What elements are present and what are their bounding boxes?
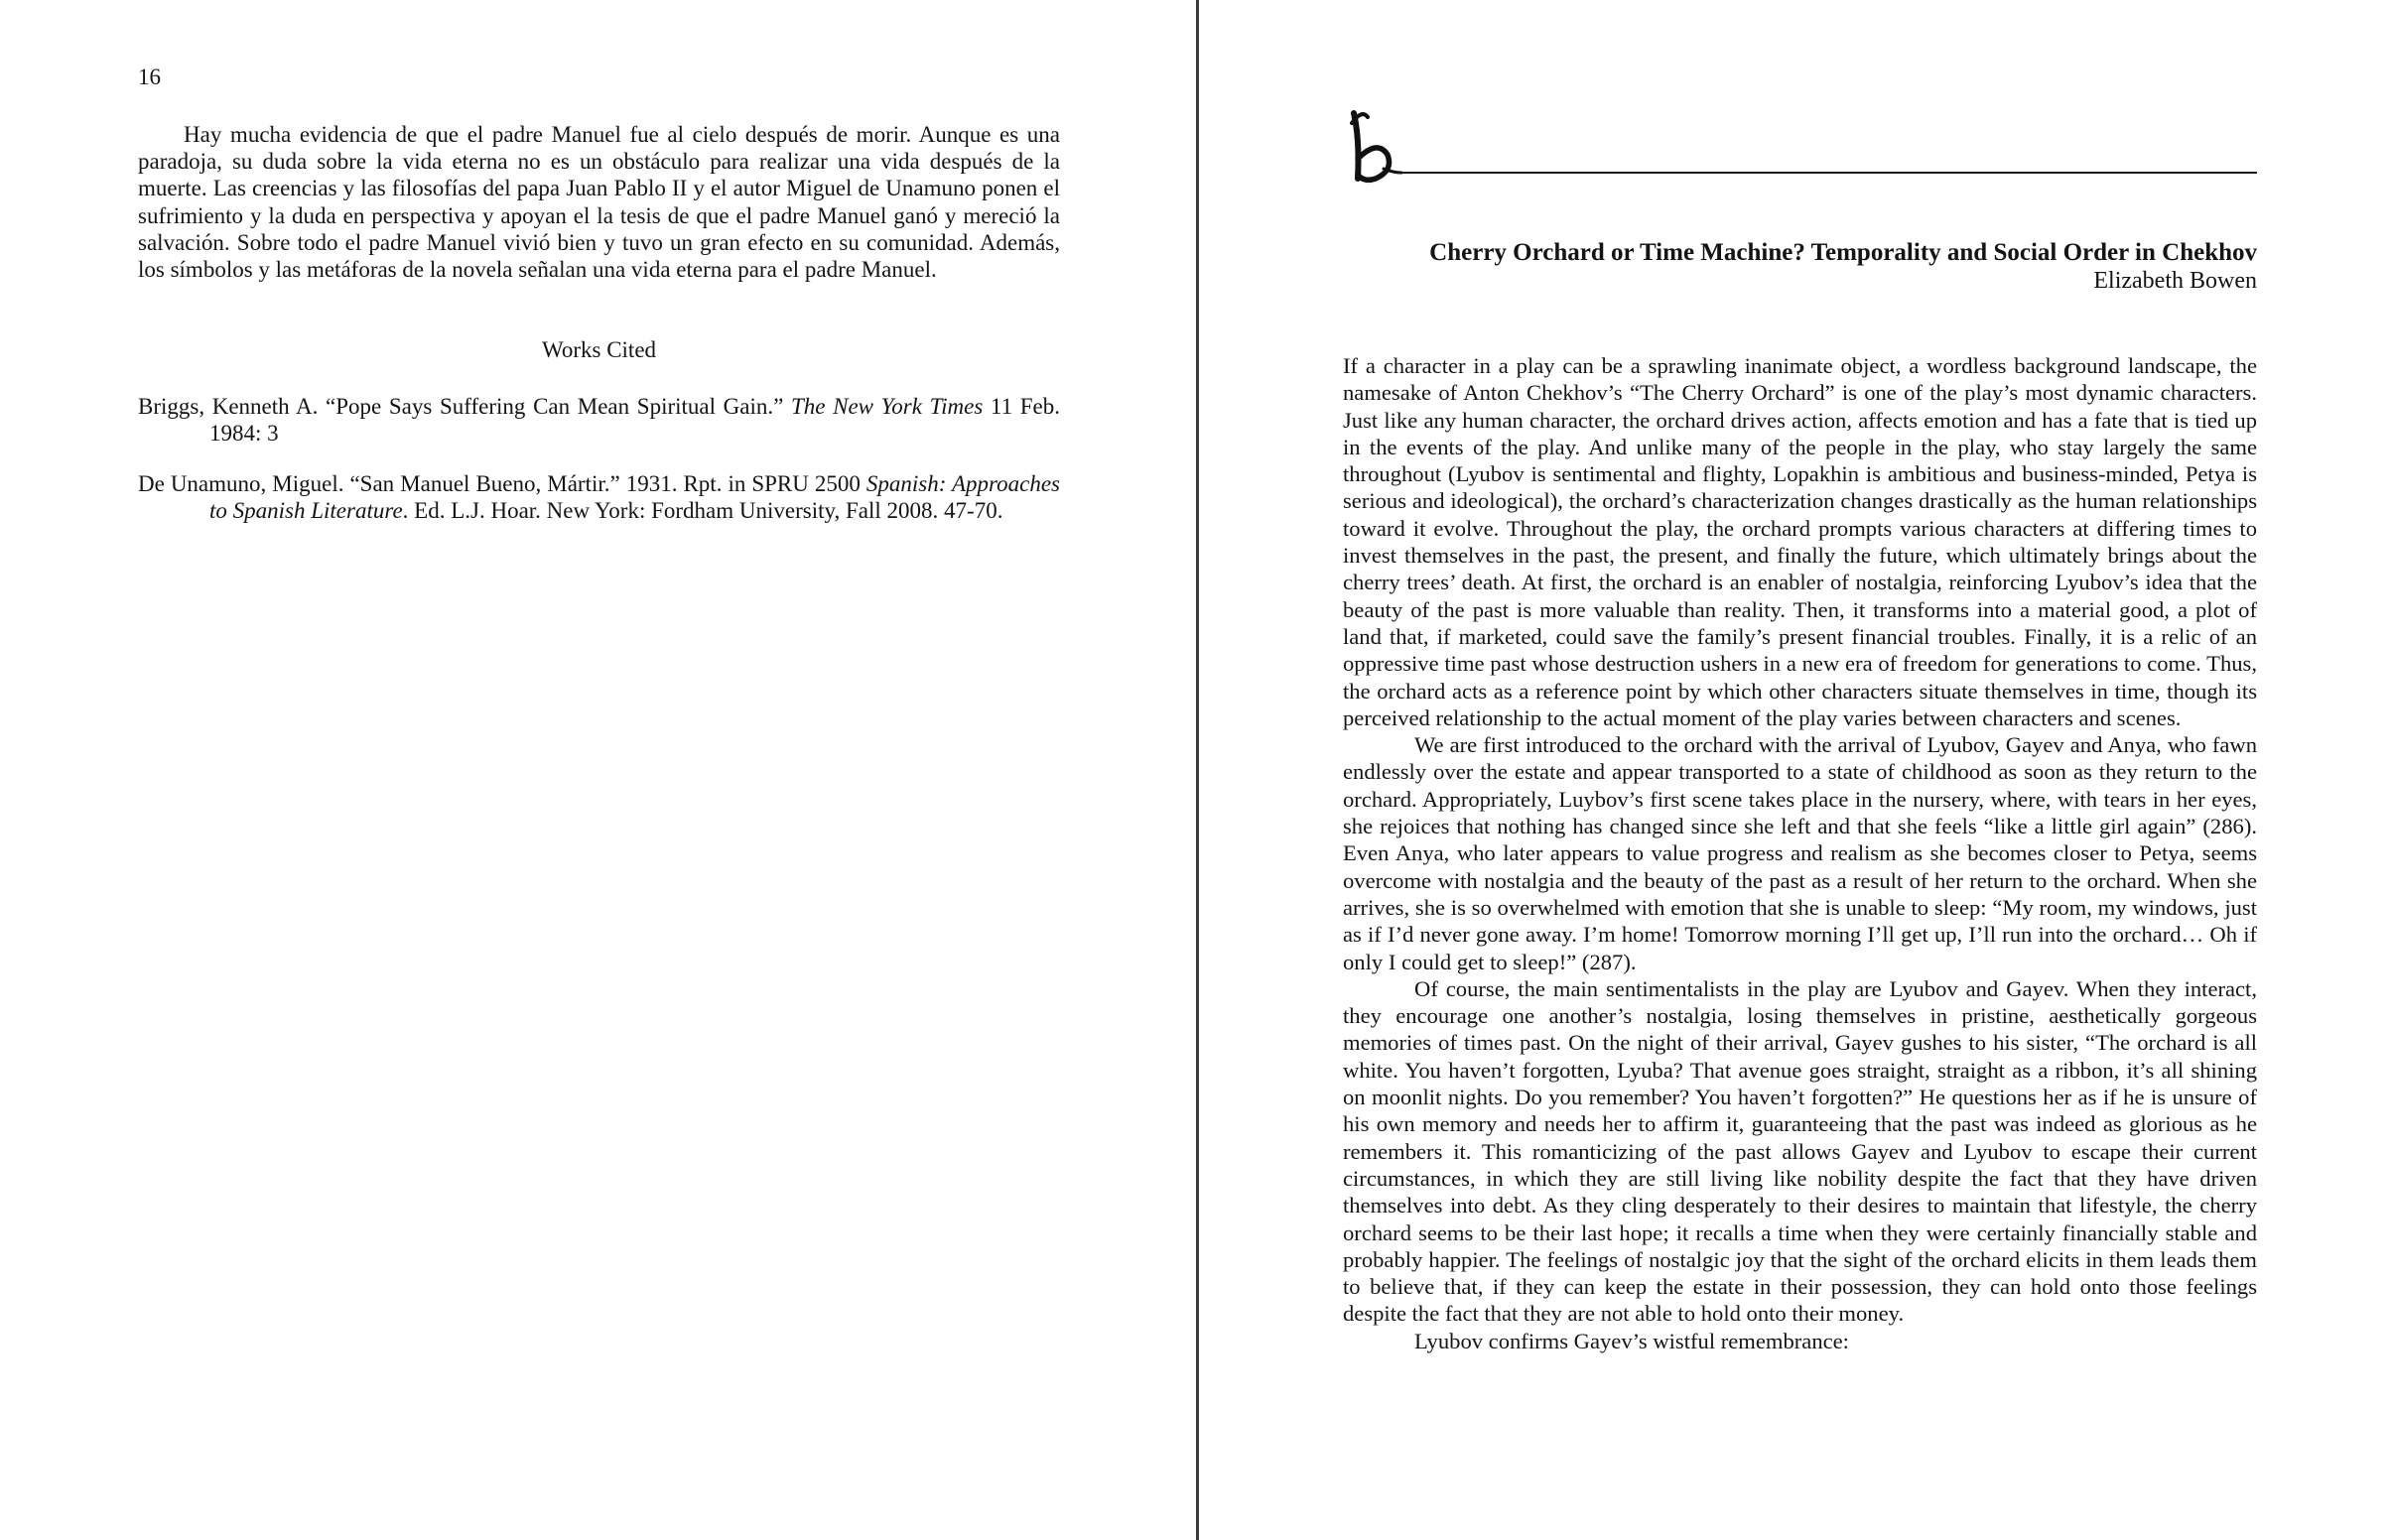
- body-paragraph: Lyubov confirms Gayev’s wistful remembrance:: [1414, 1328, 1849, 1353]
- works-cited-heading: Works Cited: [541, 337, 657, 362]
- citation-italic-title: Spanish: Approaches to Spanish Literature: [209, 471, 1060, 524]
- citation-text: Briggs, Kenneth A. “Pope Says Suffering Can Mean Spiritual Gain.”: [138, 394, 791, 419]
- page-number: 16: [138, 64, 161, 89]
- citation-text: 11 Feb. 1984: 3: [209, 394, 1060, 447]
- closing-paragraph: Hay mucha evidencia de que el padre Manuel fue al cielo después de morir. Aunque es una paradoja, su duda sobre la vida eterna no es un obstáculo para realizar una vida después de la muerte. Las creencias y las filosofías del papa Juan Pablo II y el autor Miguel de Unamuno ponen el sufrimiento y la duda en perspectiva y apoyan el la tesis de que el padre Manuel ganó y mereció la salvación. Sobre todo el padre Manuel vivió bien y tuvo un gran efecto en su comunidad. Además, los símbolos y las metáforas de la novela señalan una vida eterna para el padre Manuel.: [138, 122, 1060, 283]
- article-author: Elizabeth Bowen: [2093, 268, 2257, 294]
- body-paragraph: Of course, the main sentimentalists in the play are Lyubov and Gayev. When they interact, they encourage one another’s nostalgia, losing themselves in pristine, aesthetically gorgeous memories of times past. On the night of their arrival, Gayev gushes to his sister, “The orchard is all white. You haven’t forgotten, Lyuba? That avenue goes straight, straight as a ribbon, it’s all shining on moonlit nights. Do you remember? You haven’t forgotten?” He questions her as if he is unsure of his own memory and needs her to affirm it, guaranteeing that the past was indeed as glorious as he remembers it. This romanticizing of the past allows Gayev and Lyubov to escape their current circumstances, in which they are still living like nobility despite the fact that they have driven themselves into debt. As they cling desperately to their desires to maintain that lifestyle, the cherry orchard seems to be their last hope; it recalls a time when they were certainly financially stable and probably happier. The feelings of nostalgic joy that the sight of the orchard elicits in them leads them to believe that, if they can keep the estate in their possession, they can hold onto those feelings despite the fact that they are not able to hold onto their money.: [1343, 975, 2257, 1327]
- article-body: [1343, 352, 2257, 1354]
- body-paragraph: We are first introduced to the orchard with the arrival of Lyubov, Gayev and Anya, who fawn endlessly over the estate and appear transported to a state of childhood as soon as they return to the orchard. Appropriately, Luybov’s first scene takes place in the nursery, where, with tears in her eyes, she rejoices that nothing has changed since she left and that she feels “like a little girl again” (286). Even Anya, who later appears to value progress and realism as she becomes closer to Petya, seems overcome with nostalgia and the beauty of the past as a result of her return to the orchard. When she arrives, she is so overwhelmed with emotion that she is unable to sleep: “My room, my windows, just as if I’d never gone away. I’m home! Tomorrow morning I’ll get up, I’ll run into the orchard… Oh if only I could get to sleep!” (287).: [1343, 732, 2257, 974]
- body-paragraph: If a character in a play can be a sprawling inanimate object, a wordless background landscape, the namesake of Anton Chekhov’s “The Cherry Orchard” is one of the play’s most dynamic characters. Just like any human character, the orchard drives action, affects emotion and has a fate that is tied up in the events of the play. And unlike many of the people in the play, who stay largely the same throughout (Lyubov is sentimental and flighty, Lopakhin is ambitious and business-minded, Petya is serious and ideological), the orchard’s characterization changes drastically as the human relationships toward it evolve. Throughout the play, the orchard prompts various characters at differing times to invest themselves in the past, the present, and finally the future, which ultimately brings about the cherry trees’ death. At first, the orchard is an enabler of nostalgia, reinforcing Lyubov’s idea that the beauty of the past is more valuable than reality. Then, it transforms into a material good, a plot of land that, if marketed, could save the family’s present financial troubles. Finally, it is a relic of an oppressive time past whose destruction ushers in a new era of freedom for generations to come. Thus, the orchard acts as a reference point by which other characters situate themselves in time, though its perceived relationship to the actual moment of the play varies between characters and scenes.: [1343, 353, 2257, 730]
- left-page: [0, 0, 1193, 1540]
- citation-text: . Ed. L.J. Hoar. New York: Fordham University, Fall 2008. 47-70.: [402, 498, 1003, 524]
- article-title: Cherry Orchard or Time Machine? Temporality and Social Order in Chekhov: [1429, 239, 2257, 266]
- citation-unamuno: [138, 470, 1060, 524]
- citation-briggs: [138, 393, 1060, 447]
- header-rule: [1397, 172, 2257, 174]
- citation-italic-title: The New York Times: [790, 394, 984, 419]
- page-divider: [1196, 0, 1199, 1540]
- journal-logo-icon: [1348, 109, 1403, 189]
- citation-text: De Unamuno, Miguel. “San Manuel Bueno, Mártir.” 1931. Rpt. in SPRU 2500: [138, 471, 866, 496]
